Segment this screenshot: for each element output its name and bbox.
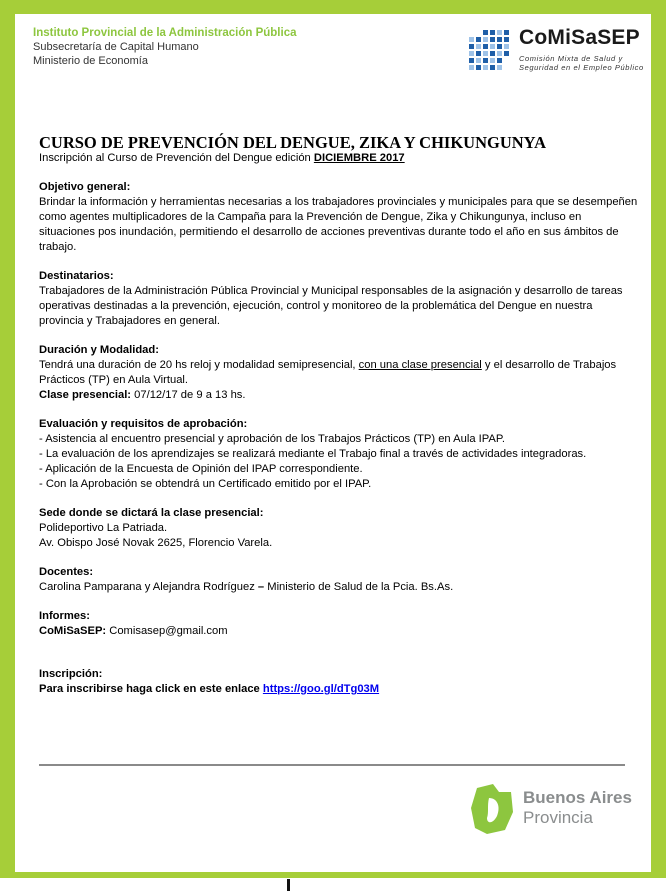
informes-heading: Informes: (39, 610, 90, 622)
subsecretaria-line: Subsecretaría de Capital Humano (33, 41, 199, 53)
inscripcion-intro-text: Inscripción al Curso de Prevención del Dengue edición (39, 152, 314, 164)
clase-presencial-value: 07/12/17 de 9 a 13 hs. (131, 389, 246, 401)
institute-header (33, 26, 296, 68)
ministerio-line: Ministerio de Economía (33, 55, 148, 67)
informes-email: Comisasep@gmail.com (106, 625, 228, 637)
docentes-line (39, 580, 639, 595)
destinatarios-text: Trabajadores de la Administración Pública Provincial y Municipal responsables de la asignación y desarrollo de tareas operativas destinadas a la prevención, ejecución, control y monitoreo de la problemática del Dengue en nuestra provincia y Trabajadores en general. (39, 285, 623, 327)
logo-subtitle-line1: Comisión Mixta de Salud y (519, 54, 623, 63)
clase-presencial-note: con una clase presencial (358, 359, 482, 371)
logo-subtitle (519, 54, 644, 72)
footer-divider (39, 764, 625, 766)
duracion-text (39, 358, 639, 388)
comisasep-logo (469, 24, 649, 84)
sede-heading: Sede donde se dictará la clase presencial: (39, 507, 264, 519)
logo-wordmark: CoMiSaSEP (519, 26, 640, 49)
buenos-aires-map-icon (467, 778, 517, 838)
docentes-heading: Docentes: (39, 566, 94, 578)
duracion-heading: Duración y Modalidad: (39, 344, 159, 356)
evaluacion-heading: Evaluación y requisitos de aprobación: (39, 418, 248, 430)
inscripcion-intro (39, 151, 639, 166)
institute-name: Instituto Provincial de la Administración Pública (33, 27, 297, 39)
inscripcion-heading: Inscripción: (39, 668, 103, 680)
destinatarios-heading: Destinatarios: (39, 270, 114, 282)
duracion-text-a: Tendrá una duración de 20 hs reloj y modalidad semipresencial, (39, 359, 359, 371)
pixel-grid-icon (469, 30, 515, 76)
inscripcion-instructions: Para inscribirse haga click en este enlace (39, 683, 263, 695)
evaluacion-item: - Con la Aprobación se obtendrá un Certificado emitido por el IPAP. (39, 478, 372, 490)
brand-line2: Provincia (523, 808, 593, 827)
course-title: CURSO DE PREVENCIÓN DEL DENGUE, ZIKA Y CHIKUNGUNYA (39, 133, 546, 152)
logo-subtitle-line2: Seguridad en el Empleo Público (519, 63, 644, 72)
course-details (39, 151, 639, 697)
clase-presencial-label: Clase presencial: (39, 389, 132, 401)
brand-line1: Buenos Aires (523, 788, 632, 807)
objetivo-text: Brindar la información y herramientas necesarias a los trabajadores provinciales y municipales para que se desempeñen como agentes multiplicadores de la Campaña para la Prevención de Dengue, Zika y Chikungunya, incluso en situaciones pos inundación, permitiendo el desarrollo de acciones preventivas durante todo el año en sus ámbitos de trabajo. (39, 196, 638, 253)
docentes-dash: – (254, 581, 268, 593)
duracion-text-c: y el desarrollo de Trabajos Prácticos (TP) en Aula Virtual. (39, 359, 617, 386)
page-edge-mark (287, 879, 290, 891)
sede-line1: Polideportivo La Patriada. (39, 522, 168, 534)
flyer-sheet (15, 14, 651, 872)
evaluacion-item: - La evaluación de los aprendizajes se realizará mediante el Trabajo final a través de actividades integradoras. (39, 448, 587, 460)
clase-presencial-line (39, 388, 639, 403)
buenos-aires-wordmark (523, 788, 632, 828)
docentes-names: Carolina Pamparana y Alejandra Rodríguez (39, 581, 255, 593)
informes-line (39, 624, 639, 639)
objetivo-heading: Objetivo general: (39, 181, 131, 193)
inscripcion-line (39, 682, 639, 697)
edition-label: DICIEMBRE 2017 (313, 152, 405, 164)
evaluacion-item: - Asistencia al encuentro presencial y aprobación de los Trabajos Prácticos (TP) en Aula IPAP. (39, 433, 505, 445)
sede-line2: Av. Obispo José Novak 2625, Florencio Varela. (39, 537, 273, 549)
docentes-org: Ministerio de Salud de la Pcia. Bs.As. (267, 581, 454, 593)
evaluacion-item: - Aplicación de la Encuesta de Opinión del IPAP correspondiente. (39, 463, 363, 475)
inscripcion-link[interactable]: https://goo.gl/dTg03M (262, 683, 380, 695)
buenos-aires-logo (467, 774, 647, 844)
informes-label: CoMiSaSEP: (39, 625, 107, 637)
